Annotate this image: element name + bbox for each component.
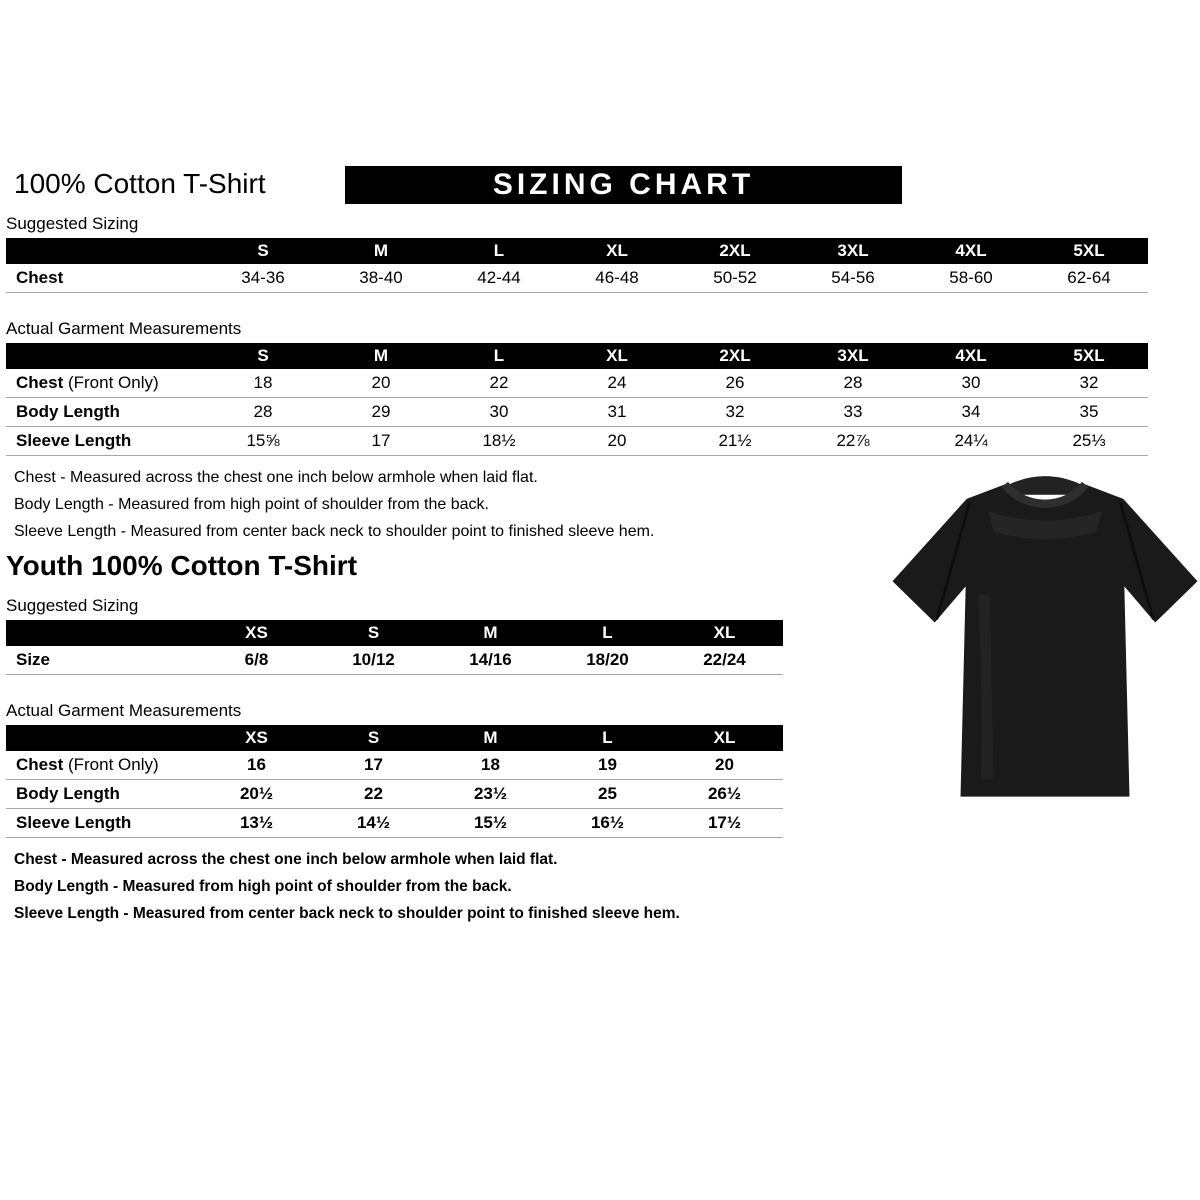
value-cell: 62-64 (1067, 268, 1111, 287)
value-cell: 32 (1079, 373, 1099, 392)
value-cell: 18½ (482, 431, 516, 450)
row-label-text: Chest (16, 268, 64, 287)
value-cell: 16 (247, 755, 266, 774)
size-col-header: 2XL (719, 241, 751, 260)
size-col-header: 5XL (1073, 346, 1105, 365)
note-body-length: Body Length - Measured from high point of shoulder from the back. (14, 496, 489, 513)
size-col-header: M (373, 346, 389, 365)
value-cell: 19 (598, 755, 617, 774)
size-col-header: XL (713, 623, 736, 642)
value-cell: 31 (607, 402, 627, 421)
adult-suggested-heading: Suggested Sizing (6, 214, 139, 233)
value-cell: 34 (961, 402, 981, 421)
value-cell: 21½ (718, 431, 752, 450)
value-cell: 23½ (473, 784, 508, 803)
value-cell: 25⅓ (1072, 431, 1106, 450)
value-cell: 22⅞ (836, 431, 870, 450)
row-label (6, 373, 204, 393)
value-cell: 18 (253, 373, 273, 392)
row-label (6, 650, 198, 670)
row-label (6, 755, 198, 775)
table-row-size (6, 646, 783, 675)
size-col-header: S (257, 346, 269, 365)
adult-suggested-table (6, 238, 1148, 293)
value-cell: 30 (961, 373, 981, 392)
size-col-header: 3XL (837, 346, 869, 365)
value-cell: 17 (371, 431, 391, 450)
row-label-text: Body Length (16, 784, 120, 803)
value-cell: 17 (364, 755, 383, 774)
value-cell: 20 (371, 373, 391, 392)
size-col-header: XL (606, 241, 628, 260)
size-col-header: M (483, 728, 498, 747)
size-col-header: XL (713, 728, 736, 747)
size-col-header: 4XL (955, 346, 987, 365)
row-label-text: Body Length (16, 402, 120, 421)
value-cell: 15⅝ (246, 431, 280, 450)
row-label (6, 813, 198, 833)
value-cell: 14/16 (469, 650, 512, 669)
youth-notes (14, 851, 1200, 923)
row-label-text: Chest (16, 755, 64, 774)
size-col-header: M (373, 241, 389, 260)
size-col-header: L (493, 241, 505, 260)
value-cell: 20½ (239, 784, 274, 803)
value-cell: 24¼ (954, 431, 988, 450)
table-row-sleeve-length (6, 809, 783, 838)
value-cell: 46-48 (595, 268, 639, 287)
table-row-chest-front-only (6, 369, 1148, 398)
value-cell: 29 (371, 402, 391, 421)
note-sleeve-length: Sleeve Length - Measured from center back neck to shoulder point to finished sleeve hem. (14, 523, 655, 540)
value-cell: 22 (364, 784, 383, 803)
adult-actual-header-row (6, 343, 1148, 369)
row-label-text: Sleeve Length (16, 813, 132, 832)
value-cell: 33 (843, 402, 863, 421)
value-cell: 20 (607, 431, 627, 450)
value-cell: 16½ (590, 813, 625, 832)
size-col-header: 3XL (837, 241, 869, 260)
size-col-header: S (367, 728, 380, 747)
value-cell: 15½ (473, 813, 508, 832)
value-cell: 28 (253, 402, 273, 421)
tshirt-icon (890, 470, 1200, 810)
value-cell: 18 (481, 755, 500, 774)
row-label (6, 268, 204, 288)
value-cell: 20 (715, 755, 734, 774)
value-cell: 17½ (707, 813, 742, 832)
table-row-body-length (6, 780, 783, 809)
value-cell: 35 (1079, 402, 1099, 421)
value-cell: 26½ (707, 784, 742, 803)
size-col-header: 5XL (1073, 241, 1105, 260)
sizing-chart-banner: SIZING CHART (345, 166, 902, 204)
row-label-suffix: (Front Only) (63, 373, 159, 392)
value-cell: 13½ (239, 813, 274, 832)
value-cell: 34-36 (241, 268, 285, 287)
value-cell: 42-44 (477, 268, 521, 287)
table-row-sleeve-length (6, 427, 1148, 456)
value-cell: 18/20 (586, 650, 629, 669)
row-label (6, 402, 204, 422)
black-tshirt-image (890, 470, 1200, 810)
note-chest: Chest - Measured across the chest one inch below armhole when laid flat. (14, 469, 538, 486)
value-cell: 32 (725, 402, 745, 421)
row-label-text: Size (16, 650, 51, 669)
value-cell: 50-52 (713, 268, 757, 287)
adult-actual-table (6, 343, 1148, 456)
value-cell: 58-60 (949, 268, 993, 287)
header-row (0, 166, 1200, 210)
table-row-chest (6, 264, 1148, 293)
youth-title: Youth 100% Cotton T-Shirt (6, 550, 358, 581)
value-cell: 22/24 (703, 650, 746, 669)
row-label (6, 784, 198, 804)
youth-actual-header-row (6, 725, 783, 751)
row-label-text: Sleeve Length (16, 431, 132, 450)
youth-actual-table (6, 725, 783, 838)
table-row-body-length (6, 398, 1148, 427)
value-cell: 22 (489, 373, 509, 392)
value-cell: 25 (598, 784, 617, 803)
size-col-header: L (602, 623, 613, 642)
adult-suggested-header-row (6, 238, 1148, 264)
value-cell: 30 (489, 402, 509, 421)
size-col-header: S (257, 241, 269, 260)
row-label-text: Chest (16, 373, 64, 392)
adult-actual-heading: Actual Garment Measurements (6, 319, 242, 338)
row-label (6, 431, 204, 451)
adult-title: 100% Cotton T-Shirt (14, 168, 266, 199)
size-col-header: XL (606, 346, 628, 365)
note-body-length: Body Length - Measured from high point of shoulder from the back. (14, 878, 512, 895)
note-chest: Chest - Measured across the chest one inch below armhole when laid flat. (14, 851, 558, 868)
youth-actual-heading: Actual Garment Measurements (6, 701, 242, 720)
value-cell: 24 (607, 373, 627, 392)
value-cell: 54-56 (831, 268, 875, 287)
value-cell: 14½ (356, 813, 391, 832)
note-sleeve-length: Sleeve Length - Measured from center back neck to shoulder point to finished sleeve hem. (14, 905, 680, 922)
value-cell: 38-40 (359, 268, 403, 287)
value-cell: 26 (725, 373, 745, 392)
size-col-header: 2XL (719, 346, 751, 365)
size-col-header: XS (245, 623, 268, 642)
row-label-suffix: (Front Only) (63, 755, 159, 774)
value-cell: 6/8 (244, 650, 269, 669)
size-col-header: M (483, 623, 498, 642)
table-row-chest-front-only (6, 751, 783, 780)
youth-suggested-header-row (6, 620, 783, 646)
value-cell: 10/12 (352, 650, 395, 669)
size-col-header: 4XL (955, 241, 987, 260)
size-col-header: L (493, 346, 505, 365)
value-cell: 28 (843, 373, 863, 392)
size-col-header: L (602, 728, 613, 747)
youth-suggested-heading: Suggested Sizing (6, 596, 139, 615)
youth-suggested-table (6, 620, 783, 675)
size-col-header: XS (245, 728, 268, 747)
size-col-header: S (367, 623, 380, 642)
